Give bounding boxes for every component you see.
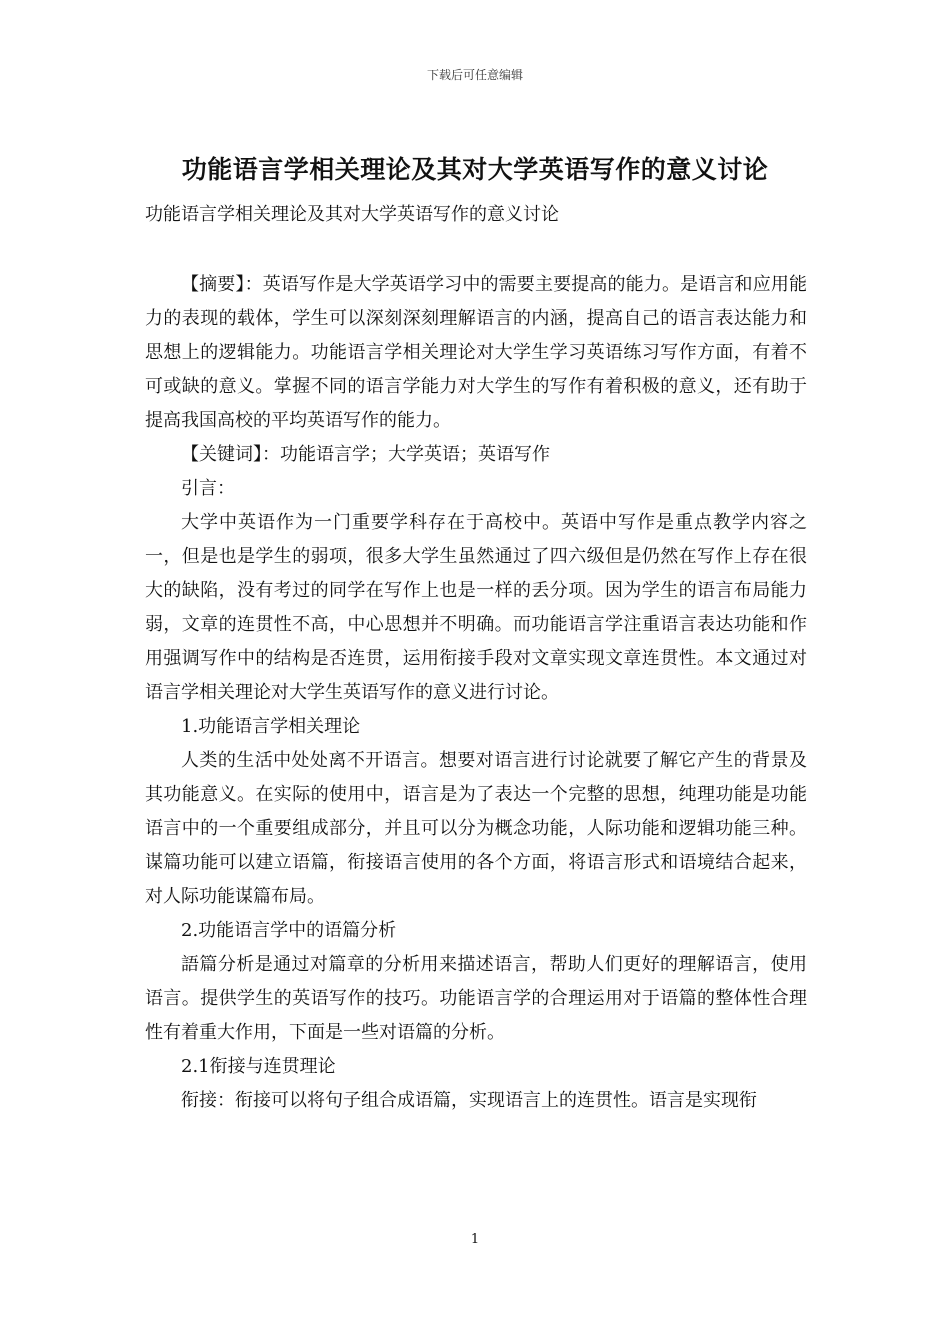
page-header: 下载后可任意编辑 xyxy=(426,68,523,82)
page-number: 1 xyxy=(470,1232,480,1247)
document-body xyxy=(145,268,807,1118)
section-1-heading: 1.功能语言学相关理论 xyxy=(181,716,361,737)
document-title: 功能语言学相关理论及其对大学英语写作的意义讨论 xyxy=(181,155,769,184)
abstract-paragraph: 【摘要】：英语写作是大学英语学习中的需要主要提高的能力。是语言和应用能力的表现的载体，学生可以深刻深刻理解语言的内涵，提高自己的语言表达能力和思想上的逻辑能力。功能语言学相关理论对大学生学习英语练习写作方面，有着不可或缺的意义。掌握不同的语言学能力对大学生的写作有着积极的意义，还有助于提高我国高校的平均英语写作的能力。 xyxy=(145,274,807,431)
section-2-1-paragraph: 衔接：衔接可以将句子组合成语篇，实现语言上的连贯性。语言是实现衔 xyxy=(181,1090,757,1111)
intro-paragraph: 大学中英语作为一门重要学科存在于高校中。英语中写作是重点教学内容之一，但是也是学生的弱项，很多大学生虽然通过了四六级但是仍然在写作上存在很大的缺陷，没有考过的同学在写作上也是一样的丢分项。因为学生的语言布局能力弱，文章的连贯性不高，中心思想并不明确。而功能语言学注重语言表达功能和作用强调写作中的结构是否连贯，运用衔接手段对文章实现文章连贯性。本文通过对语言学相关理论对大学生英语写作的意义进行讨论。 xyxy=(145,512,807,703)
document-subtitle: 功能语言学相关理论及其对大学英语写作的意义讨论 xyxy=(145,204,559,225)
section-1-paragraph: 人类的生活中处处离不开语言。想要对语言进行讨论就要了解它产生的背景及其功能意义。在实际的使用中，语言是为了表达一个完整的思想，纯理功能是功能语言中的一个重要组成部分，并且可以分为概念功能，人际功能和逻辑功能三种。谋篇功能可以建立语篇，衔接语言使用的各个方面，将语言形式和语境结合起来，对人际功能谋篇布局。 xyxy=(145,750,807,907)
section-2-paragraph: 語篇分析是通过对篇章的分析用来描述语言，帮助人们更好的理解语言，使用语言。提供学生的英语写作的技巧。功能语言学的合理运用对于语篇的整体性合理性有着重大作用，下面是一些对语篇的分析。 xyxy=(145,954,807,1043)
keywords-paragraph: 【关键词】：功能语言学；大学英语；英语写作 xyxy=(181,444,550,465)
intro-heading: 引言： xyxy=(181,478,235,499)
section-2-heading: 2.功能语言学中的语篇分析 xyxy=(181,920,397,941)
section-2-1-heading: 2.1衔接与连贯理论 xyxy=(181,1056,336,1077)
